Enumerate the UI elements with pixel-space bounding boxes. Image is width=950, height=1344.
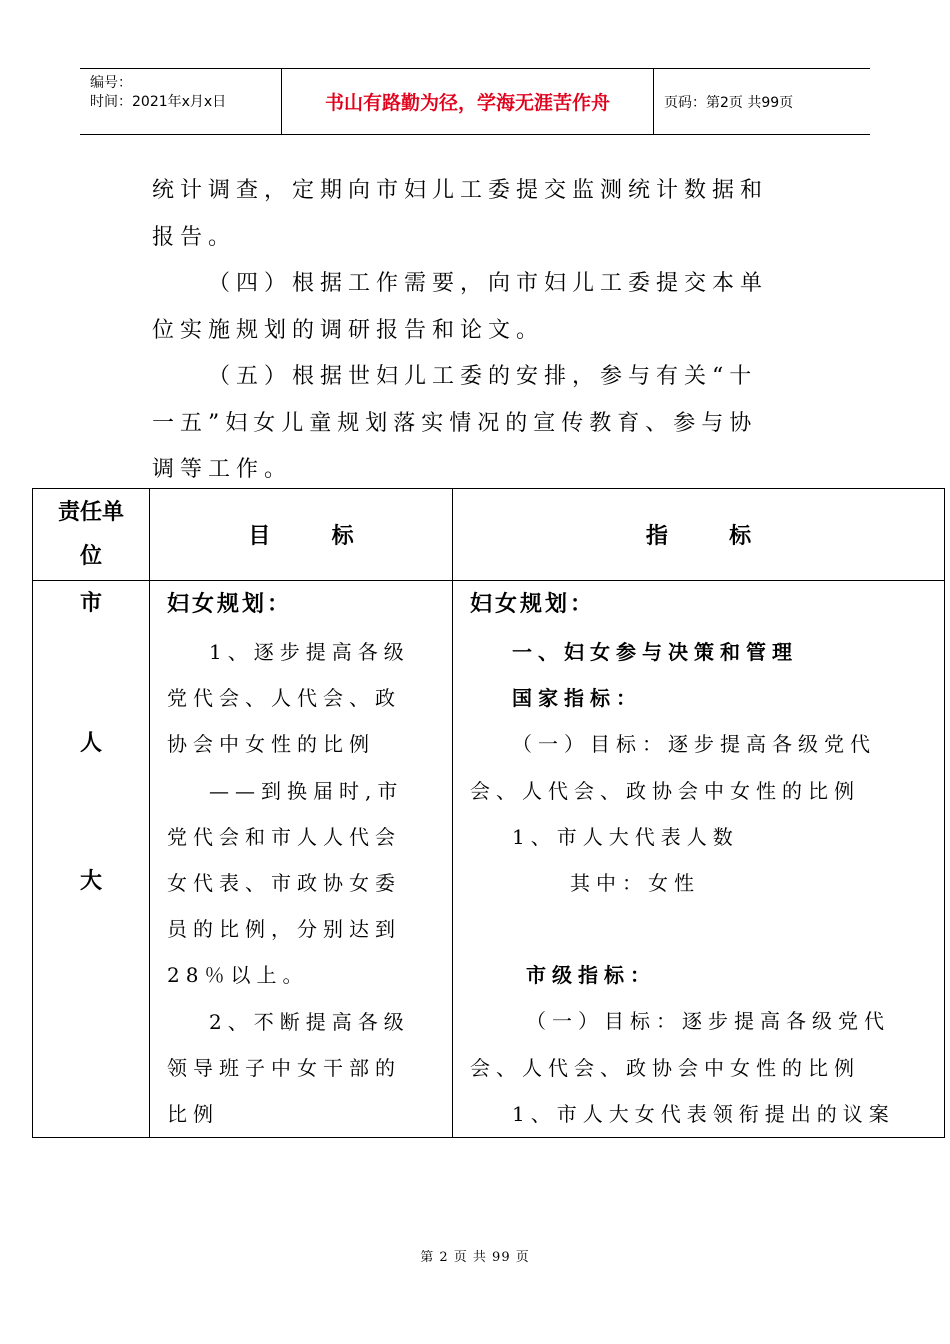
paragraph-line: （四）根据工作需要，向市妇儿工委提交本单 — [208, 271, 769, 296]
paragraph-line: 调等工作。 — [152, 457, 293, 482]
paragraph-line: 报告。 — [152, 224, 237, 250]
header-meta — [80, 69, 282, 134]
goal-line: 1、逐步提高各级 — [209, 640, 410, 664]
unit-cell — [33, 581, 150, 1138]
goal-title: 妇女规划： — [167, 592, 293, 617]
header-indicator: 指 标 — [453, 489, 945, 581]
city-line: 1、市人大女代表领衔提出的议案 — [512, 1101, 895, 1126]
body-text — [152, 168, 812, 494]
city-line: （一）目标：逐步提高各级党代 — [526, 1009, 890, 1034]
page-footer: 第 2 页 共 99 页 — [420, 1250, 530, 1265]
paragraph-line: （五）根据世妇儿工委的安排，参与有关“十 — [208, 364, 758, 389]
header-motto: 书山有路勤为径，学海无涯苦作舟 — [282, 69, 654, 134]
paragraph-line: 统计调查，定期向市妇儿工委提交监测统计数据和 — [152, 178, 769, 203]
national-line: 会、人代会、政协会中女性的比例 — [470, 778, 860, 803]
national-line: 1、市人大代表人数 — [512, 824, 739, 849]
paragraph-line: 位实施规划的调研报告和论文。 — [152, 317, 545, 343]
city-label: 市级指标： — [526, 963, 656, 988]
header-unit: 责任单 位 — [33, 489, 150, 581]
goal-line: 2、不断提高各级 — [209, 1009, 410, 1034]
serial-label: 编号： — [90, 75, 132, 91]
date-line: 时间：2021年x月x日 — [90, 94, 227, 110]
goal-line: 女代表、市政协女委 — [167, 871, 401, 896]
goal-cell — [150, 581, 453, 1138]
header-goal: 目 标 — [150, 489, 453, 581]
indicator-title: 妇女规划： — [470, 592, 596, 617]
page-header — [80, 68, 870, 135]
city-line: 会、人代会、政协会中女性的比例 — [470, 1055, 860, 1080]
indicator-section: 一、妇女参与决策和管理 — [512, 640, 798, 664]
goal-line: 比例 — [167, 1102, 219, 1127]
goal-line: 28％以上。 — [167, 963, 309, 988]
table-row — [33, 581, 945, 1138]
paragraph-line: 一五”妇女儿童规划落实情况的宣传教育、参与协 — [152, 410, 758, 436]
responsibility-table — [32, 488, 945, 1138]
goal-line: 协会中女性的比例 — [167, 732, 375, 757]
goal-line: 党代会、人代会、政 — [167, 686, 401, 711]
unit-char: 人 — [79, 731, 102, 756]
national-line: （一）目标：逐步提高各级党代 — [512, 732, 876, 757]
indicator-cell — [453, 581, 945, 1138]
unit-char: 市 — [79, 591, 102, 616]
national-label: 国家指标： — [512, 686, 642, 711]
table-header-row — [33, 489, 945, 581]
goal-line: 领导班子中女干部的 — [167, 1055, 401, 1080]
national-line: 其中：女性 — [570, 871, 700, 896]
unit-char: 大 — [79, 869, 102, 894]
header-page-info: 页码：第2页 共99页 — [664, 94, 794, 111]
goal-line: ——到换届时,市 — [209, 778, 404, 803]
goal-line: 党代会和市人人代会 — [167, 824, 401, 849]
goal-line: 员的比例，分别达到 — [167, 917, 401, 942]
